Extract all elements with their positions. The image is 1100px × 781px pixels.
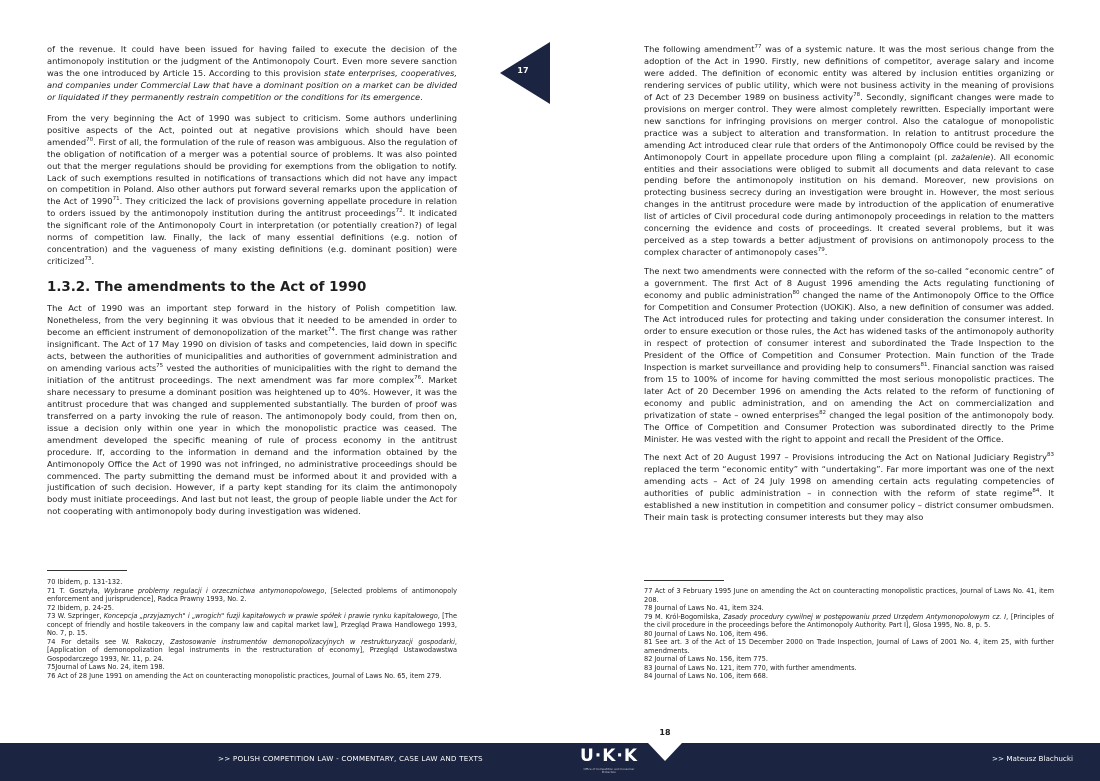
footnote-ref[interactable]: 79 <box>817 247 825 254</box>
footnote-ref[interactable]: 82 <box>819 409 827 416</box>
footnote: 71 T. Gosztyła, Wybrane problemy regulacji i orzecznictwa antymonopolowego, [Selected problems of antimonopoly enforcement and jurisprudence], Radca Prawny 1993, No. 2. <box>47 586 458 603</box>
logo-wordmark: U·K·K <box>579 746 639 766</box>
footnote: 74 For details see W. Rakoczy, Zastosowanie instrumentów demonopolizacyjnych w restrukturyzacji gospodarki, [Application of demonopolization legal instruments in the restructuration of economy], Przegląd Ustawodawstwa Gospodarczego 1993, Nr. 11, p. 24. <box>47 637 458 663</box>
paragraph: The next Act of 20 August 1997 – Provisions introducing the Act on National Judiciary Registry$^{83}$ replaced the term “economic entity” with “undertaking”. Far more important was one of the next amending acts – Act of 24 July 1998 on amending certain acts regulating competencies of authorities of public administration – in connection with the reform of state regime$^{84}$. It established a new institution in competition and consumer policy – district consumer ombudsmen. Their main task is protecting consumer interests but they may also <box>644 452 1055 523</box>
paragraph: The Act of 1990 was an important step forward in the history of Polish competition law. Nonetheless, from the very beginning it was obvious that it needed to be amended in order to become an efficient instrument of demonopolization of the market$^{74}$. The first change was rather insignificant. The Act of 17 May 1990 on division of tasks and competencies, laid down in specific acts, between the authorities of municipalities and authorities of government administration and on amending various acts$^{75}$ vested the authorities of municipalities with the right to demand the initiation of the antitrust proceedings. The next amendment was far more complex$^{76}$. Market share necessary to presume a dominant position was heightened up to 40%. However, it was the antitrust procedure that was changed and supplemented substantially. The burden of proof was transferred on a party invoking the rule of reason. The antimonopoly body could, from then on, issue a decision only within one year in which the monopolistic practice was ceased. The amendment developed the specific meaning of rule of process economy in the antitrust procedure. If, according to the information in demand and the information obtained by the Antimonopoly Office the Act of 1990 was not infringed, no administrative proceedings should be commenced. The party submitting the demand must be informed about it and provided with a justification of such decision. However, if a party kept standing for its claim the antimonopoly body must initiate proceedings. And last but not least, the group of people liable under the Act for not cooperating with antimonopoly body during investigation was widened. <box>47 303 457 517</box>
footnote-divider <box>47 570 127 571</box>
footnote-ref[interactable]: 78 <box>853 92 861 99</box>
footnote-ref[interactable]: 84 <box>1032 488 1040 495</box>
footnote: 77 Act of 3 February 1995 June on amending the Act on counteracting monopolistic practices, Journal of Laws No. 41, item 208. <box>644 587 1054 604</box>
right-footnotes <box>644 587 1054 681</box>
footer-book-title: >> POLISH COMPETITION LAW - COMMENTARY, CASE LAW AND TEXTS <box>218 754 483 763</box>
footnote: 80 Journal of Laws No. 106, item 496. <box>644 629 768 638</box>
footnote: 73 W. Szpringer, Koncepcja „przyjaznych" i „wrogich" fuzji kapitałowych w prawie spółek i prawie rynku kapitałowego, [The concept of friendly and hostile takeovers in the company law and capital market law], Przegląd Prawa Handlowego 1993, No. 7, p. 15. <box>47 612 458 637</box>
footer-notch <box>648 743 682 761</box>
footnote-ref[interactable]: 72 <box>395 208 403 215</box>
footnote-ref[interactable]: 71 <box>112 196 120 203</box>
footnote: 79 M. Król-Bogomilska, Zasady procedury cywilnej w postępowaniu przed Urzędem Antymonopolowym cz. I, [Principles of the civil procedure in the proceedings before the Antimonopoly Authority. Part I], Glosa 1995, No. 8, p. 5. <box>644 612 1054 629</box>
section-heading: 1.3.2. The amendments to the Act of 1990 <box>47 280 367 296</box>
footnote-ref[interactable]: 83 <box>1047 452 1054 459</box>
footnote-ref[interactable]: 70 <box>86 136 94 143</box>
footnote-divider <box>644 580 724 581</box>
footnote: 78 Journal of Laws No. 41, item 324. <box>644 604 764 612</box>
footer-bar <box>0 743 1100 781</box>
left-footnotes <box>47 578 457 680</box>
right-column <box>644 44 1054 531</box>
footnote: 83 Journal of Laws No. 121, item 770, with further amendments. <box>644 663 857 672</box>
footnote-ref[interactable]: 74 <box>327 327 335 334</box>
footnote: 72 Ibidem, p. 24-25. <box>47 603 114 612</box>
left-column <box>47 44 457 525</box>
footnote: 70 Ibidem, p. 131-132. <box>47 578 123 586</box>
footnote: 75Journal of Laws No. 24, item 198. <box>47 663 165 671</box>
uokik-logo <box>578 746 640 778</box>
footnote: 76 Act of 28 June 1991 on amending the Act on counteracting monopolistic practices, Journal of Laws No. 65, item 279. <box>47 671 442 680</box>
footnote-ref[interactable]: 76 <box>414 375 422 382</box>
footnote-ref[interactable]: 81 <box>920 362 928 369</box>
paragraph: The following amendment$^{77}$ was of a systemic nature. It was the most serious change from the adoption of the Act in 1990. Firstly, new definitions of competitor, average salary and income were added. The definition of economic entity was altered by inclusion entities organizing or rendering services of public utility, which were not business activity in the meaning of provisions of Act of 23 December 1989 on business activity$^{78}$. Secondly, significant changes were made to provisions on merger control. They were almost completely rewritten. Especially important were new sanctions for infringing provisions on merger control. Also the catalogue of monopolistic practice was a subject to alteration and transformation. In relation to antitrust procedure the amending Act introduced clear rule that orders of the Antimonopoly Office could be revised by the Antimonopoly Court in appellate procedure upon filing a complaint (pl. zażalenie). All economic entities and their associations were obliged to submit all documents and data relevant to case pending before the antimonopoly institution on his demand. Moreover, new provisions on protecting business secrecy during an investigation were brought in. However, the most serious changes in the antitrust procedure were made by introduction of the application of enumerative list of articles of Civil procedural code during antimonopoly proceedings in relation to the matters concerning the evidence and costs of proceedings. It created several problems, but it was perceived as a step towards a better adjustment of provisions on antimonopoly process to the complex character of antimonopoly cases$^{79}$. <box>644 44 1055 258</box>
page-number-right: 18 <box>659 728 671 737</box>
paragraph: The next two amendments were connected with the reform of the so-called “economic centre” of a government. The first Act of 8 August 1996 amending the Acts regulating functioning of economy and public administration$^{80}$ changed the name of the Antimonopoly Office to the Office for Competition and Consumer Protection (UOKiK). Also, a new definition of consumer was added. The Act introduced rules for protecting and taking under consideration the consumer interest. In order to ensure execution or those rules, the Act has widened tasks of the antimonopoly authority in respect of protection of consumer interest and subordinated the Trade Inspection to the President of the Office of Competition and Consumer Protection. Main function of the Trade Inspection is market surveillance and providing help to consumers$^{81}$. Financial sanction was raised from 15 to 100% of income for having committed the most serious monopolistic practices. The later Act of 20 December 1996 on amending the Acts related to the reform of functioning of economy and public administration, and on amending the Act on commercialization and privatization of state – owned enterprises$^{82}$ changed the legal position of the antimonopoly body. The Office of Competition and Consumer Protection was subordinated directly to the Prime Minister. He was vested with the right to appoint and recall the President of the Office. <box>644 266 1055 444</box>
logo-subtext: Office of Competition and Consumer Protection <box>583 767 635 775</box>
paragraph: of the revenue. It could have been issued for having failed to execute the decision of the antimonopoly institution or the judgment of the Antimonopoly Court. Even more severe sanction was the one introduced by Article 15. According to this provision state enterprises, cooperatives, and companies under Commercial Law that have a dominant position on a market can be divided or liquidated if they permanently restrain competition or the conditions for its emergence. <box>47 44 457 102</box>
footnote: 84 Journal of Laws No. 106, item 668. <box>644 672 768 680</box>
footnote-ref[interactable]: 73 <box>84 256 92 263</box>
page-number-left: 17 <box>517 66 529 75</box>
footnote: 82 Journal of Laws No. 156, item 775. <box>644 655 768 663</box>
footnote: 81 See art. 3 of the Act of 15 December 2000 on Trade Inspection, Journal of Laws of 2001 No. 4, item 25, with further amendments. <box>644 638 1054 655</box>
footer-author: >> Mateusz Blachucki <box>992 754 1074 763</box>
footnote-ref[interactable]: 77 <box>754 44 762 51</box>
footnote-ref[interactable]: 75 <box>156 363 164 370</box>
paragraph: From the very beginning the Act of 1990 was subject to criticism. Some authors underlining positive aspects of the Act, pointed out at negative provisions which should have been amended$^{70}$. First of all, the formulation of the rule of reason was ambiguous. Also the regulation of the obligation of notification of a merger was a potential source of problems. It was also pointed out that the merger regulations should be providing for exemptions from the obligation to notify. Lack of such exemptions resulted in notifications of transactions which did not have any impact on competition in Poland. Also other authors put forward several remarks upon the application of the Act of 1990$^{71}$. They criticized the lack of provisions governing appellate procedure in relation to orders issued by the antimonopoly institution during the antitrust proceedings$^{72}$. It indicated the significant role of the Antimonopoly Court in interpretation (or potentially creation?) of legal norms of competition law. Finally, the lack of many essential definitions (e.g. notion of concentration) and the vagueness of many existing definitions (e.g. dominant position) were criticized$^{73}$. <box>47 112 457 267</box>
footnote-ref[interactable]: 80 <box>792 290 800 297</box>
